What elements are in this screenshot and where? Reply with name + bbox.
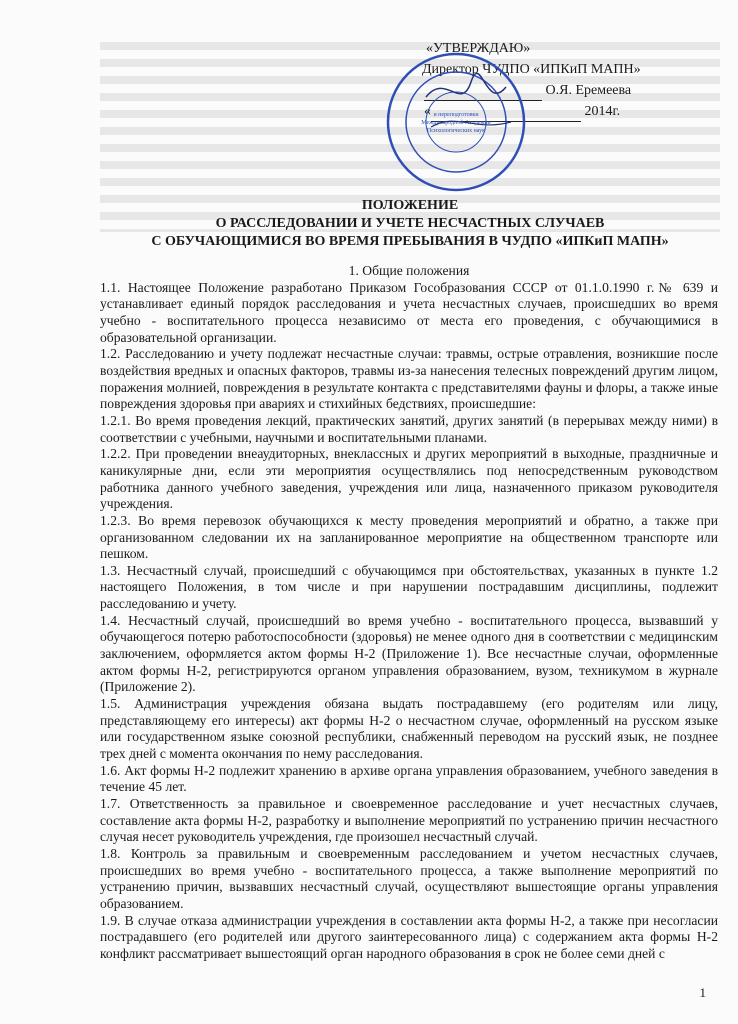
director-name: О.Я. Еремеева (545, 83, 632, 98)
paragraph-1-9: 1.9. В случае отказа администрации учреждения в составлении акта формы Н-2, а также при несогласии пострадавшего (его родителей или другого заинтересованного лица) с содержанием акта формы Н-2 конфликт рассматривает вышестоящий орган народного образования в срок не более семи дней с (100, 912, 718, 961)
paragraph-1-5: 1.5. Администрация учреждения обязана выдать пострадавшему (его родителям или лицу, представляющему его интересы) акт формы Н-2 о несчастном случае, оформленный на русском языке или государственном языке союзной республики, снабженный переводом на русский язык, не позднее трех дней с момента окончания по нему расследования. (100, 696, 718, 762)
paragraph-1-6: 1.6. Акт формы Н-2 подлежит хранению в архиве органа управления образованием, учебного заведения в течение 45 лет. (100, 762, 718, 795)
director-position: Директор ЧУДПО «ИПКиП МАПН» (422, 62, 641, 77)
section-heading: 1. Общие положения (348, 263, 470, 278)
paragraph-1-2-3: 1.2.3. Во время перевозок обучающихся к месту проведения мероприятий и обратно, а также при организованном следовании их на запланированное мероприятие на общественном транспорте или пешком. (100, 512, 718, 562)
title-line-3: С ОБУЧАЮЩИМИСЯ ВО ВРЕМЯ ПРЕБЫВАНИЯ В ЧУДПО «ИПКиП МАПН» (151, 234, 669, 249)
paragraph-1-3: 1.3. Несчастный случай, происшедший с обучающимся при обстоятельствах, указанных в пункте 1.2 настоящего Положения, в том числе и при нарушении пострадавшим дисциплины, подлежит расследованию и учету. (100, 562, 718, 612)
paragraph-1-2-1: 1.2.1. Во время проведения лекций, практических занятий, других занятий (в перерывах между ними) в соответствии с учебными, научными и воспитательными планами. (100, 412, 718, 445)
svg-text:Международной Академии: Международной Академии (421, 120, 491, 126)
title-line-2: О РАССЛЕДОВАНИИ И УЧЕТЕ НЕСЧАСТНЫХ СЛУЧАЕВ (215, 216, 605, 231)
svg-text:Психологических наук: Психологических наук (426, 128, 486, 134)
paragraph-1-4: 1.4. Несчастный случай, происшедший во время учебно - воспитательного процесса, вызвавший у обучающегося потерю работоспособности (здоровья) не менее одного дня в соответствии с медицинским заключением, оформляется актом формы Н-2 (Приложение 1). Все несчастные случаи, оформленные актом формы Н-2, регистрируются органом управления образованием, вузом, техникумом в журнале (Приложение 2). (100, 612, 718, 695)
paragraph-1-1: 1.1. Настоящее Положение разработано Приказом Гособразования СССР от 01.1.0.1990 г.№ 639 и устанавливает единый порядок расследования и учета несчастных случаев, происшедших во время учебно - воспитательного процесса независимо от места его проведения, с обучающимися в образовательной организации. (100, 279, 718, 345)
official-stamp (386, 52, 526, 192)
approve-label: «УТВЕРЖДАЮ» (426, 41, 531, 56)
paragraph-1-8: 1.8. Контроль за правильным и своевременным расследованием и учетом несчастных случаев, происшедших во время учебно - воспитательного процесса, а также выполнение мероприятий по устранению причин, вызвавших несчастный случай, осуществляют вышестоящие органы управления образованием. (100, 845, 718, 911)
date-quote: « (424, 104, 431, 119)
document-body (100, 263, 718, 963)
page-number: 1 (699, 985, 706, 1000)
document-title (100, 197, 720, 251)
svg-text:и переподготовки: и переподготовки (433, 112, 479, 118)
paragraph-1-2-2: 1.2.2. При проведении внеаудиторных, внеклассных и других мероприятий в выходные, праздничные и каникулярные дни, если эти мероприятия осуществлялись под непосредственным руководством работника данного учебного заведения, учреждения или лица, назначенного приказом руководителя учреждения. (100, 446, 718, 512)
approval-year: 2014г. (584, 104, 621, 119)
title-line-1: ПОЛОЖЕНИЕ (361, 198, 459, 213)
paragraph-1-7: 1.7. Ответственность за правильное и своевременное расследование и учет несчастных случаев, составление акта формы Н-2, разработку и выполнение мероприятий по устранению причин несчастного случая несет руководитель учреждения, где произошел несчастный случай. (100, 796, 718, 845)
paragraph-1-2: 1.2. Расследованию и учету подлежат несчастные случаи: травмы, острые отравления, возникшие после воздействия вредных и опасных факторов, травмы из-за нанесения телесных повреждений другим лицом, поражения молнией, повреждения в результате контакта с представителями фауны и флоры, а также иные повреждения здоровья при авариях и стихийных бедствиях, происшедшие: (100, 346, 718, 412)
